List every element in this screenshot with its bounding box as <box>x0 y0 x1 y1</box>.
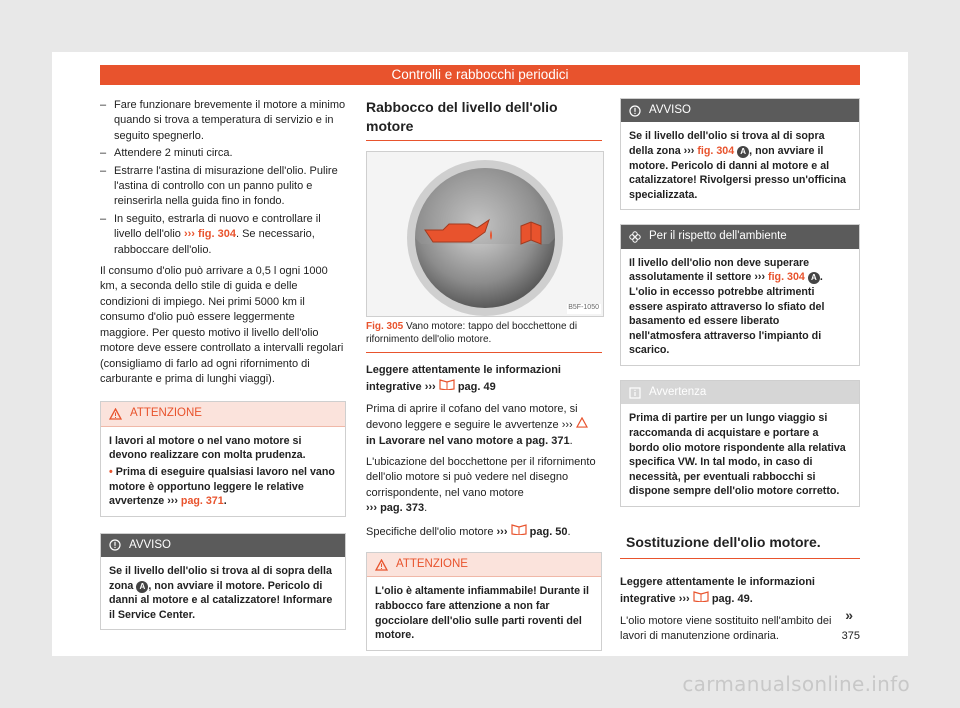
pag-371-link[interactable]: pag. 371 <box>180 495 224 508</box>
avviso-box: AVVISO Se il livello dell'olio si trova al di sopra della zona A , non avviare il motore. Pericolo di danni al motore e al catalizzatore! Informare il Service Center. <box>100 533 346 631</box>
warning-triangle-icon <box>109 408 122 420</box>
pag-371-link[interactable]: in Lavorare nel vano motore a pag. 371 <box>366 434 570 447</box>
column-middle: Rabbocco del livello dell'olio motore B5F-1050 Fig. 305 Vano motore: tappo del bocchettone di rifornimento dell'olio motore. Leggere attentamente le informazioni integrative ››› pag. 49 Prima di aprire il cofano del vano motore, si devono leggere e seguire le avvertenze ››› in Lavorare nel vano motore a pag. 371. L'ubicazione del bocchettone per il rifornimento dell'olio motore si può vedere nel disegno corrispondente, nel vano motore ››› pag. 373. Specifiche dell'olio motore ››› pag. 50. ATTENZIONE L'olio è altamente infiammabile! Durante il rabbocco fare attenzione a non far gocciolare dell'olio sulle parti roventi del motore. <box>366 98 602 651</box>
note-header: Avvertenza <box>621 381 859 404</box>
info-circle-icon <box>109 539 121 551</box>
page-header: Controlli e rabbocchi periodici <box>100 65 860 85</box>
attention-box: ATTENZIONE I lavori al motore o nel vano motore si devono realizzare con molta prudenza. • Prima di eseguire qualsiasi lavoro nel vano motore è opportuno leggere le relative avvertenze ››› pag. 371. <box>100 401 346 516</box>
avviso-header: AVVISO <box>101 534 345 557</box>
arrows: ››› <box>183 228 195 241</box>
avviso-header: AVVISO <box>621 99 859 122</box>
figure-caption: Fig. 305 Vano motore: tappo del bocchettone di rifornimento dell'olio motore. <box>366 321 602 353</box>
oil-cap-figure <box>366 151 604 317</box>
fig-304-link[interactable]: fig. 304 <box>198 228 236 241</box>
environment-header: Per il rispetto dell'ambiente <box>621 225 859 248</box>
page-number: 375 <box>841 630 860 642</box>
section-title: Sostituzione dell'olio motore. <box>620 527 860 559</box>
environment-box: Per il rispetto dell'ambiente Il livello dell'olio non deve superare assolutamente il settore ››› fig. 304 A . L'olio in eccesso potrebbe altrimenti essere aspirato attraverso lo sfiato del basamento ed essere liberato nell'atmosfera attraverso l'impianto di scarico. <box>620 224 860 366</box>
read-info-line: Leggere attentamente le informazioni integrative ››› pag. 49 <box>366 364 561 394</box>
attention-box: ATTENZIONE L'olio è altamente infiammabile! Durante il rabbocco fare attenzione a non far gocciolare dell'olio sulle parti roventi del motore. <box>366 552 602 651</box>
manual-book-icon <box>693 590 709 602</box>
pag-49-link[interactable]: pag. 49 <box>711 593 750 606</box>
warning-triangle-icon <box>375 559 388 571</box>
zone-a-marker: A <box>136 581 148 593</box>
warning-triangle-icon <box>576 417 588 428</box>
info-square-icon <box>629 387 641 399</box>
oil-change-paragraph: L'olio motore viene sostituito nell'ambito dei lavori di manutenzione ordinaria. <box>620 614 832 643</box>
pag-50-link[interactable]: pag. 50 <box>529 525 568 538</box>
section-title: Rabbocco del livello dell'olio motore <box>366 98 602 141</box>
consumption-paragraph: Il consumo d'olio può arrivare a 0,5 l ogni 1000 km, a seconda dello stile di guida e delle condizioni di impiego. Nei primi 5000 km il consumo d'olio può essere leggermente maggiore. Per questo motivo il livello dell'olio motore deve essere controllato a intervalli regolari (consigliamo di farlo ad ogni rifornimento di carburante e prima di lunghi viaggi). <box>100 265 344 385</box>
pag-49-link[interactable]: pag. 49 <box>457 381 496 394</box>
info-circle-icon <box>629 105 641 117</box>
manual-book-icon <box>511 523 527 535</box>
attention-header: ATTENZIONE <box>367 553 601 577</box>
attention-header: ATTENZIONE <box>101 402 345 426</box>
step-item: – In seguito, estrarla di nuovo e controllare il livello dell'olio ››› fig. 304. Se necessario, rabboccare dell'olio. <box>100 212 321 256</box>
oil-filler-cap-illustration <box>367 152 603 316</box>
manual-book-icon <box>439 378 455 390</box>
watermark: carmanualsonline.info <box>682 672 910 696</box>
note-box: Avvertenza Prima di partire per un lungo viaggio si raccomanda di acquistare e portare a bordo olio motore rispondente alla relativa specifica VW. In tal modo, in caso di necessità, per eventuali rabbocchi si dispone sempre dell'olio motore corretto. <box>620 380 860 507</box>
fig-304-link[interactable]: fig. 304 <box>697 145 735 157</box>
avviso-box: AVVISO Se il livello dell'olio si trova al di sopra della zona ››› fig. 304 A , non avviare il motore. Pericolo di danni al motore e al catalizzatore! Rivolgersi presso un'officina specializzata. <box>620 98 860 210</box>
step-item: – Fare funzionare brevemente il motore a minimo quando si trova a temperatura di servizio e in seguito spegnerlo. <box>100 99 346 142</box>
figure-code: B5F-1050 <box>568 303 599 311</box>
pag-373-link[interactable]: pag. 373 <box>380 502 425 515</box>
zone-a-marker: A <box>808 272 820 284</box>
continued-mark: » <box>845 607 853 623</box>
column-right <box>620 98 860 651</box>
column-left <box>100 98 346 630</box>
step-item: – Estrarre l'astina di misurazione dell'olio. Pulire l'astina di controllo con un panno pulito e reinserirla nella guida fino in fondo. <box>100 164 338 208</box>
zone-a-marker: A <box>737 146 749 158</box>
step-item: – Attendere 2 minuti circa. <box>100 147 233 160</box>
fig-304-link[interactable]: fig. 304 <box>768 271 805 284</box>
flower-icon <box>629 231 641 243</box>
manual-page <box>52 52 908 656</box>
read-info-line: Leggere attentamente le informazioni integrative ››› pag. 49. <box>620 575 815 606</box>
